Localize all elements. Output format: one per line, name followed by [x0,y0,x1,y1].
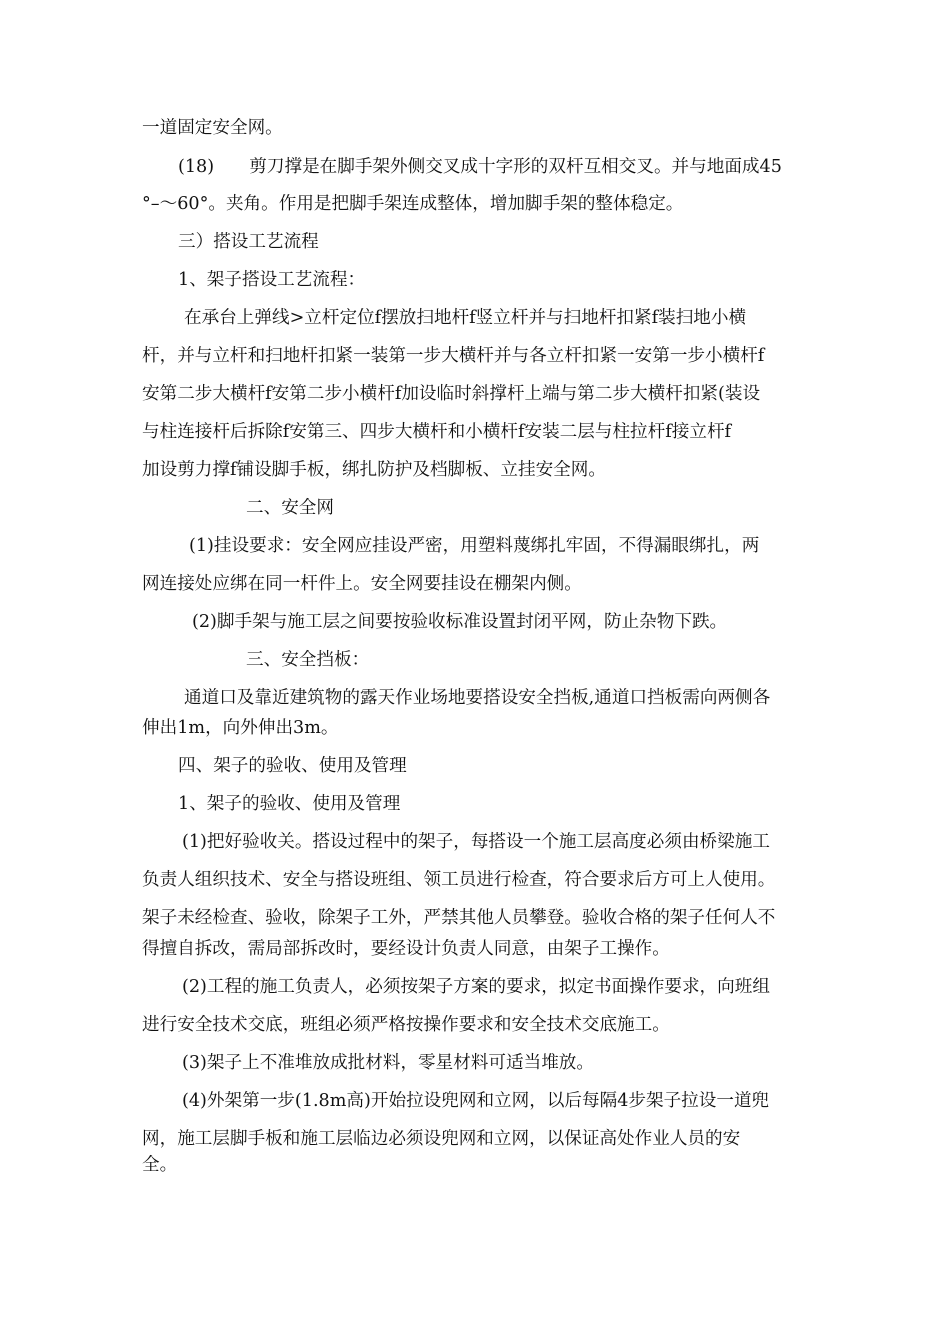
paragraph-line: 网，施工层脚手板和施工层临边必须设兜网和立网，以保证高处作业人员的安 [142,1129,741,1149]
paragraph-line: 进行安全技术交底，班组必须严格按操作要求和安全技术交底施工。 [142,1015,670,1035]
paragraph-line: (1)把好验收关。搭设过程中的架子，每搭设一个施工层高度必须由桥梁施工 [182,832,770,852]
paragraph-line: 与柱连接杆后拆除f安第三、四步大横杆和小横杆f安装二层与柱拉杆f接立杆f [142,422,732,442]
subsection-heading: 1、架子的验收、使用及管理 [178,794,401,814]
paragraph-line: 在承台上弹线>立杆定位f摆放扫地杆f竖立杆并与扫地杆扣紧f装扫地小横 [184,308,747,328]
paragraph-line: 一道固定安全网。 [142,118,283,138]
section-heading: 三、安全挡板： [246,650,370,670]
paragraph-line: 杆，并与立杆和扫地杆扣紧一装第一步大横杆并与各立杆扣紧一安第一步小横杆f [142,346,765,366]
section-heading: 四、架子的验收、使用及管理 [178,756,407,776]
paragraph-line: 安第二步大横杆f安第二步小横杆f加设临时斜撑杆上端与第二步大横杆扣紧(装设 [142,384,761,404]
paragraph-line: (2)工程的施工负责人，必须按架子方案的要求，拟定书面操作要求，向班组 [182,977,770,997]
paragraph-line: 得擅自拆改，需局部拆改时，要经设计负责人同意，由架子工操作。 [142,939,670,959]
paragraph-line: 加设剪力撑f铺设脚手板，绑扎防护及档脚板、立挂安全网。 [142,460,606,480]
paragraph-line: (1)挂设要求：安全网应挂设严密，用塑料蔑绑扎牢固，不得漏眼绑扎，两 [189,536,760,556]
paragraph-line: (2)脚手架与施工层之间要按验收标准设置封闭平网，防止杂物下跌。 [192,612,728,632]
paragraph-line: 全。 [142,1155,178,1175]
paragraph-line: 通道口及靠近建筑物的露天作业场地要搭设安全挡板,通道口挡板需向两侧各 [184,688,771,708]
section-heading: 二、安全网 [246,498,334,518]
subsection-heading: 1、架子搭设工艺流程： [178,270,366,290]
paragraph-line: 架子未经检查、验收，除架子工外，严禁其他人员攀登。验收合格的架子任何人不 [142,908,776,928]
paragraph-line: (4)外架第一步(1.8m高)开始拉设兜网和立网，以后每隔4步架子拉设一道兜 [182,1091,770,1111]
paragraph-line: (3)架子上不准堆放成批材料，零星材料可适当堆放。 [182,1053,594,1073]
paragraph-line: 网连接处应绑在同一杆件上。安全网要挂设在棚架内侧。 [142,574,582,594]
paragraph-line: 负责人组织技术、安全与搭设班组、领工员进行检查，符合要求后方可上人使用。 [142,870,776,890]
paragraph-line: (18) 剪刀撑是在脚手架外侧交叉成十字形的双杆互相交叉。并与地面成45 [178,157,782,177]
paragraph-line: 伸出1m，向外伸出3m。 [142,718,339,738]
paragraph-line: °–〜60°。夹角。作用是把脚手架连成整体，增加脚手架的整体稳定。 [142,194,684,214]
section-heading: 三）搭设工艺流程 [178,232,319,252]
